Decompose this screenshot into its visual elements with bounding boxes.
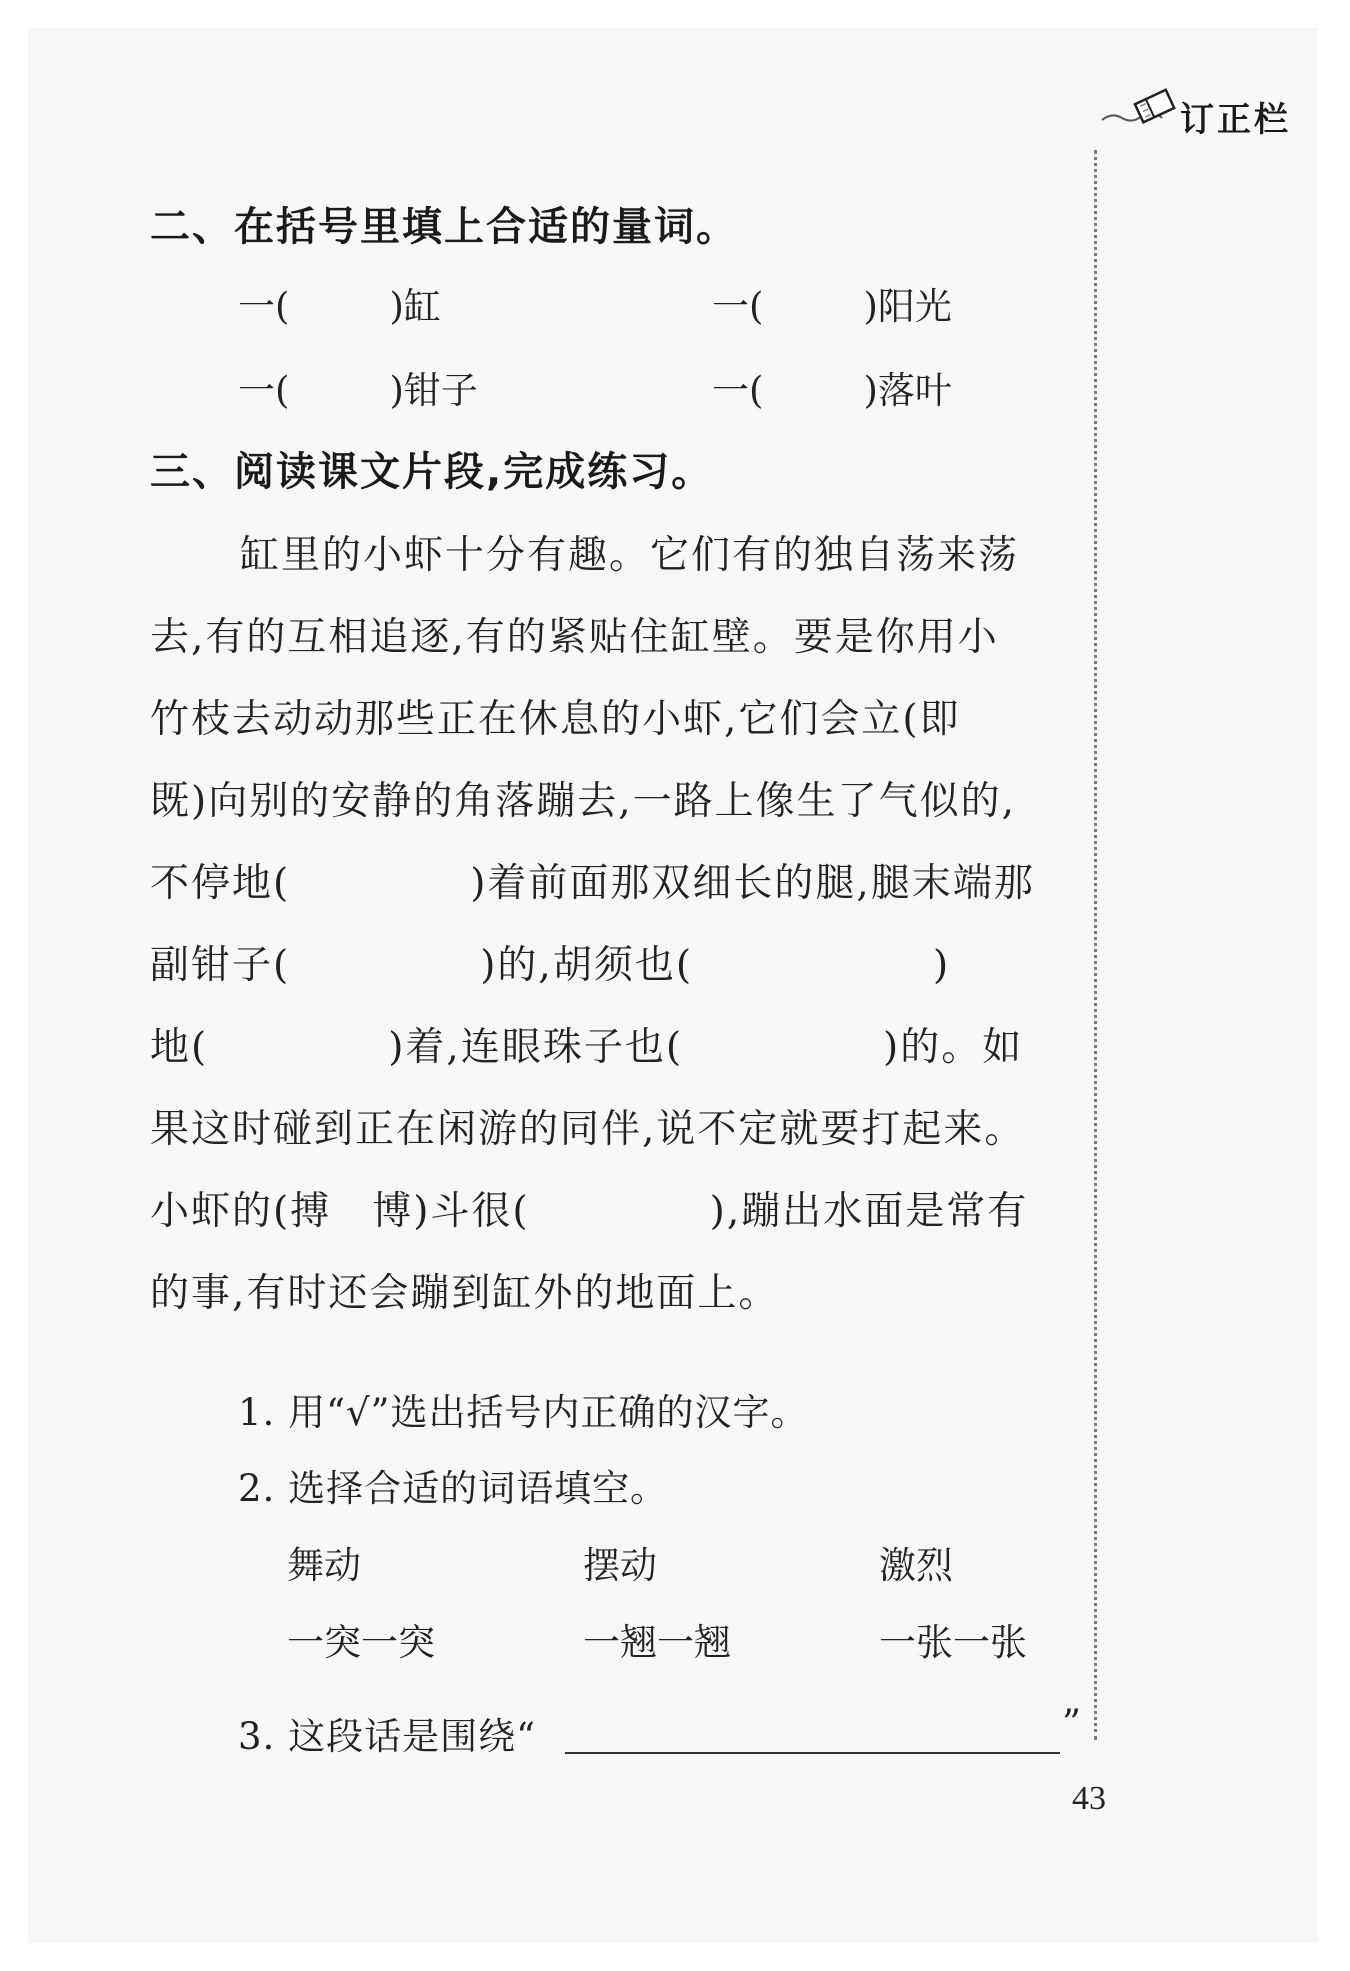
word-choice: 激烈 [879, 1544, 953, 1587]
passage-line [150, 1089, 1085, 1171]
answer-underline[interactable] [565, 1752, 1060, 1754]
word-choice: 舞动 [287, 1544, 361, 1587]
passage-line [150, 1171, 1085, 1253]
passage-text: 副钳子( [150, 943, 291, 988]
passage-text: 果这时碰到正在闲游的同伴,说不定就要打起来。 [150, 1107, 1026, 1152]
passage-text: ) [933, 943, 951, 988]
passage-line [150, 515, 1085, 597]
item-suffix: )阳光 [863, 285, 952, 328]
correction-column-header [1100, 82, 1330, 142]
passage-text: 既)向别的安静的角落蹦去,一路上像生了气似的, [150, 779, 1017, 824]
measure-word-item [712, 276, 952, 330]
item-suffix: )缸 [389, 285, 441, 328]
section3-heading: 三、阅读课文片段,完成练习。 [150, 449, 714, 495]
item-prefix: 一( [238, 369, 290, 412]
passage-line [150, 1007, 1085, 1089]
passage-line [150, 925, 1085, 1007]
item-prefix: 一( [712, 369, 764, 412]
question-2: 2. 选择合适的词语填空。 [238, 1467, 669, 1510]
passage-line [150, 597, 1085, 679]
word-choice: 一翘一翘 [583, 1621, 731, 1664]
passage-line [150, 1253, 1085, 1335]
passage-text: ),蹦出水面是常有 [709, 1189, 1029, 1234]
question-1: 1. 用“√”选出括号内正确的汉字。 [238, 1391, 809, 1434]
passage-text: )着前面那双细长的腿,腿末端那 [470, 861, 1035, 906]
question-3: 3. 这段话是围绕“ [238, 1715, 536, 1758]
passage-text: 不停地( [150, 861, 291, 906]
item-prefix: 一( [712, 285, 764, 328]
passage-line [150, 679, 1085, 761]
passage-text: 竹枝去动动那些正在休息的小虾,它们会立(即 [150, 697, 961, 742]
question-3-closing-quote: ” [1062, 1702, 1082, 1745]
word-choice: 摆动 [583, 1544, 657, 1587]
measure-word-item [238, 276, 441, 330]
passage-text: 小虾的(搏 博)斗很( [150, 1189, 530, 1234]
passage-text: )的。如 [883, 1025, 1024, 1070]
passage-line [150, 761, 1085, 843]
page-number: 43 [1072, 1780, 1106, 1817]
passage-text: 的事,有时还会蹦到缸外的地面上。 [150, 1271, 780, 1316]
item-suffix: )钳子 [389, 369, 478, 412]
measure-word-item [238, 360, 478, 414]
pencil-eraser-icon [1100, 82, 1190, 132]
passage-text: 缸里的小虾十分有趣。它们有的独自荡来荡 [240, 533, 1020, 578]
item-suffix: )落叶 [863, 369, 952, 412]
section2-heading: 二、在括号里填上合适的量词。 [150, 204, 738, 250]
passage-text: )的,胡须也( [480, 943, 694, 988]
passage-text: )着,连眼珠子也( [388, 1025, 684, 1070]
passage-line [150, 843, 1085, 925]
passage-text: 去,有的互相追逐,有的紧贴住缸壁。要是你用小 [150, 615, 999, 660]
correction-column-title: 订正栏 [1180, 100, 1291, 140]
item-prefix: 一( [238, 285, 290, 328]
measure-word-item [712, 360, 952, 414]
word-choice: 一张一张 [879, 1621, 1027, 1664]
reading-passage [150, 515, 1085, 1335]
word-choice: 一突一突 [287, 1621, 435, 1664]
passage-text: 地( [150, 1025, 209, 1070]
correction-column-divider [1094, 150, 1097, 1740]
